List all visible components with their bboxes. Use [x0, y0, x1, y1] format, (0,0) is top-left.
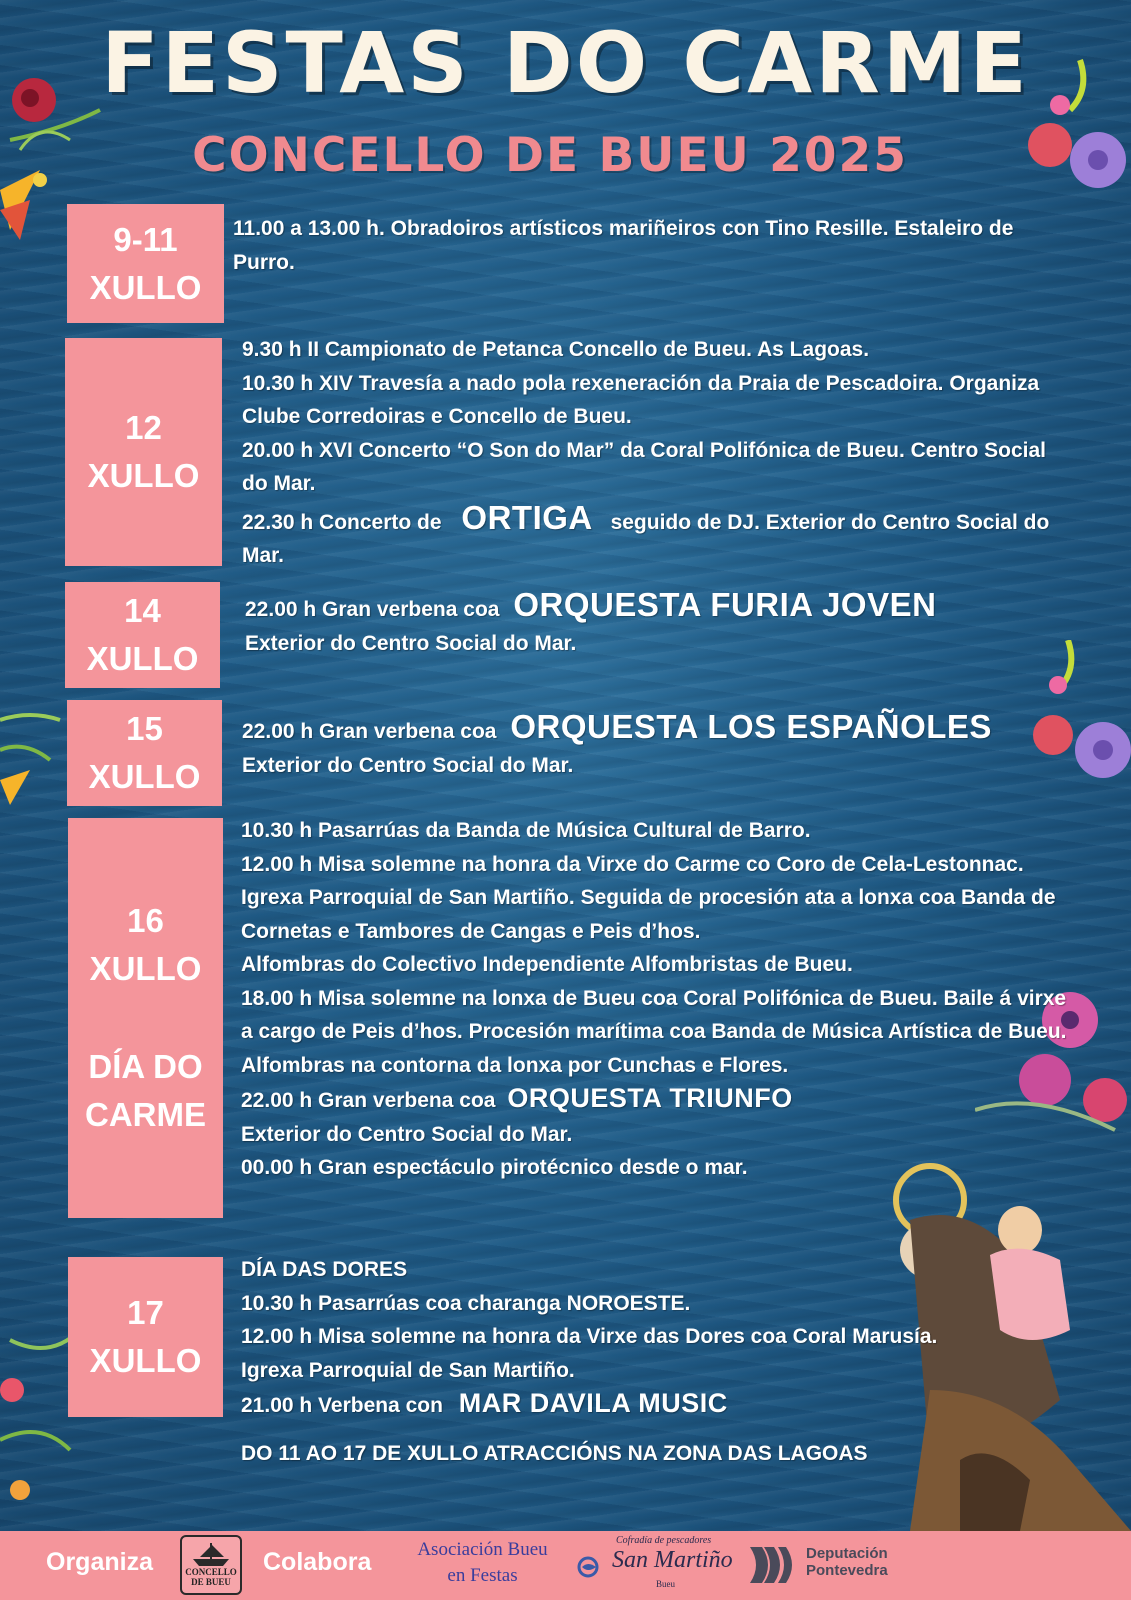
cofradia-san-martino-logo [576, 1535, 736, 1595]
date-holiday-line1: DÍA DO [88, 1048, 203, 1085]
organiza-label: Organiza [46, 1548, 153, 1576]
event-text: Exterior do Centro Social do Mar. [242, 753, 574, 777]
artist-highlight: ORQUESTA TRIUNFO [507, 1083, 793, 1113]
event-item: 10.30 h Pasarrúas da Banda de Música Cultural de Barro. [241, 819, 811, 842]
footer-bar [0, 1531, 1131, 1600]
event-text: Exterior do Centro Social do Mar. [241, 1122, 573, 1146]
date-day: 17 [127, 1294, 164, 1331]
event-text: Exterior do Centro Social do Mar. [245, 631, 577, 655]
date-box-12-xullo [65, 338, 222, 566]
event-item: 11.00 a 13.00 h. Obradoiros artísticos mariñeiros con Tino Resille. Estaleiro de Purro. [233, 217, 1014, 274]
closing-note: DO 11 AO 17 DE XULLO ATRACCIÓNS NA ZONA DAS LAGOAS [241, 1442, 868, 1465]
event-text: 22.30 h Concerto de [242, 510, 442, 534]
page-title: FESTAS DO CARME [101, 14, 1030, 112]
concello-logo-text-1: CONCELLO [185, 1567, 237, 1577]
artist-highlight: ORQUESTA FURIA JOVEN [513, 586, 937, 623]
page-subtitle: CONCELLO DE BUEU 2025 [192, 128, 908, 183]
event-item: 12.00 h Misa solemne na honra da Virxe do Carme co Coro de Cela-Lestonnac. Igrexa Parroquial de San Martiño. Seguida de procesión ata a lonxa coa Banda de Cornetas e Tambores de Cangas e Peis d’hos. [241, 852, 1056, 943]
event-item [245, 588, 1065, 627]
events-15-xullo [242, 710, 1072, 782]
date-holiday-line2: CARME [85, 1096, 206, 1133]
events-9-11-xullo [233, 212, 1063, 279]
deputacion-text-1: Deputación [806, 1545, 888, 1562]
events-12-xullo [242, 333, 1062, 573]
date-month: XULLO [89, 268, 202, 306]
date-day: 12 [125, 409, 162, 446]
date-day-month: 15 XULLO [88, 710, 201, 795]
asociacion-text-2: en Festas [447, 1565, 518, 1586]
event-text: 22.00 h Gran verbena coa [241, 1089, 496, 1112]
event-item [241, 1082, 1071, 1118]
concello-logo-text-2: DE BUEU [191, 1577, 231, 1587]
event-text: 22.00 h Gran verbena coa [245, 598, 500, 621]
date-month: XULLO [87, 457, 200, 494]
events-14-xullo [245, 588, 1065, 660]
date-box-15-xullo [67, 700, 222, 806]
artist-highlight: ORQUESTA LOS ESPAÑOLES [510, 708, 992, 745]
asociacion-text-1: Asociación Bueu [417, 1539, 548, 1560]
cofradia-emblem-icon [576, 1555, 606, 1579]
event-text: seguido de DJ. Exterior do Centro Social do Mar. [242, 510, 1050, 567]
artist-highlight: MAR DAVILA MUSIC [458, 1388, 728, 1418]
ship-icon [191, 1541, 231, 1567]
event-text: 22.00 h Gran verbena coa [242, 720, 497, 743]
events-16-xullo [241, 814, 1071, 1185]
cofradia-text-1: Cofradía de pescadores [616, 1535, 712, 1546]
event-item [241, 1387, 981, 1423]
deputacion-emblem-icon [748, 1543, 800, 1587]
date-box-16-xullo [68, 818, 223, 1218]
date-box-17-xullo [68, 1257, 223, 1417]
events-17-xullo [241, 1253, 981, 1423]
event-item: 00.00 h Gran espectáculo pirotécnico desde o mar. [241, 1156, 748, 1179]
event-item: Alfombras na contorna da lonxa por Cunchas e Flores. [241, 1053, 789, 1077]
event-item: 18.00 h Misa solemne na lonxa de Bueu coa Coral Polifónica de Bueu. Baile á virxe a cargo de Peis d’hos. Procesión marítima coa Banda de Música Artística de Bueu. [241, 986, 1067, 1043]
event-item: Alfombras do Colectivo Independiente Alfombristas de Bueu. [241, 953, 853, 976]
date-month: XULLO [89, 950, 202, 987]
event-item: 20.00 h XVI Concerto “O Son do Mar” da Coral Polifónica de Bueu. Centro Social do Mar. [242, 438, 1046, 495]
event-item: 10.30 h XIV Travesía a nado pola rexeneración da Praia de Pescadoira. Organiza Clube Corredoiras e Concello de Bueu. [242, 371, 1040, 428]
date-day: 9-11 [113, 220, 178, 258]
event-text: 21.00 h Verbena con [241, 1394, 443, 1417]
date-month: XULLO [86, 640, 199, 677]
date-box-9-11-xullo [67, 204, 224, 323]
flower-decoration-mid-left [0, 690, 64, 810]
event-item: DÍA DAS DORES [241, 1258, 408, 1281]
deputacion-text-2: Pontevedra [806, 1562, 888, 1579]
cofradia-text-2: San Martiño [612, 1547, 733, 1573]
date-day: 14 [124, 592, 161, 629]
event-item [242, 710, 1072, 749]
event-item: 9.30 h II Campionato de Petanca Concello de Bueu. As Lagoas. [242, 338, 870, 361]
date-month: XULLO [89, 1342, 202, 1379]
date-box-14-xullo [65, 582, 220, 688]
colabora-label: Colabora [263, 1548, 372, 1576]
date-day: 16 [127, 902, 164, 939]
asociacion-bueu-logo [400, 1537, 565, 1589]
cofradia-text-3: Bueu [656, 1579, 675, 1589]
concello-bueu-logo [180, 1535, 242, 1595]
event-item: 12.00 h Misa solemne na honra da Virxe das Dores coa Coral Marusía. Igrexa Parroquial de San Martiño. [241, 1325, 938, 1382]
deputacion-pontevedra-logo [748, 1541, 908, 1591]
artist-highlight: ORTIGA [461, 498, 593, 536]
event-item: 10.30 h Pasarrúas coa charanga NOROESTE. [241, 1291, 691, 1315]
event-item [242, 498, 1062, 573]
